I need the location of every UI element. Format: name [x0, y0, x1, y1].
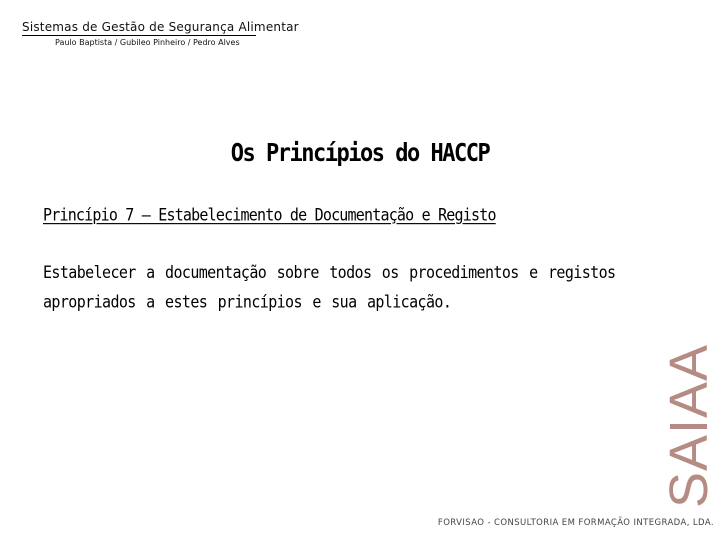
header-divider	[22, 35, 256, 36]
brand-logo-text: SAIAA	[659, 343, 719, 509]
principle-heading: Princípio 7 – Estabelecimento de Documentação e Registo	[43, 204, 496, 226]
header-title: Sistemas de Gestão de Segurança Alimentar	[22, 20, 299, 34]
header-authors: Paulo Baptista / Gubileo Pinheiro / Pedro Alves	[55, 38, 240, 47]
slide-title: Os Princípios do HACCP	[230, 139, 490, 168]
principle-text: Estabelecer a documentação sobre todos os procedimentos e registos apropriados a estes princípios e sua aplicação.	[43, 262, 616, 312]
footer-company: FORVISAO - CONSULTORIA EM FORMAÇÃO INTEGRADA, LDA.	[437, 518, 714, 528]
